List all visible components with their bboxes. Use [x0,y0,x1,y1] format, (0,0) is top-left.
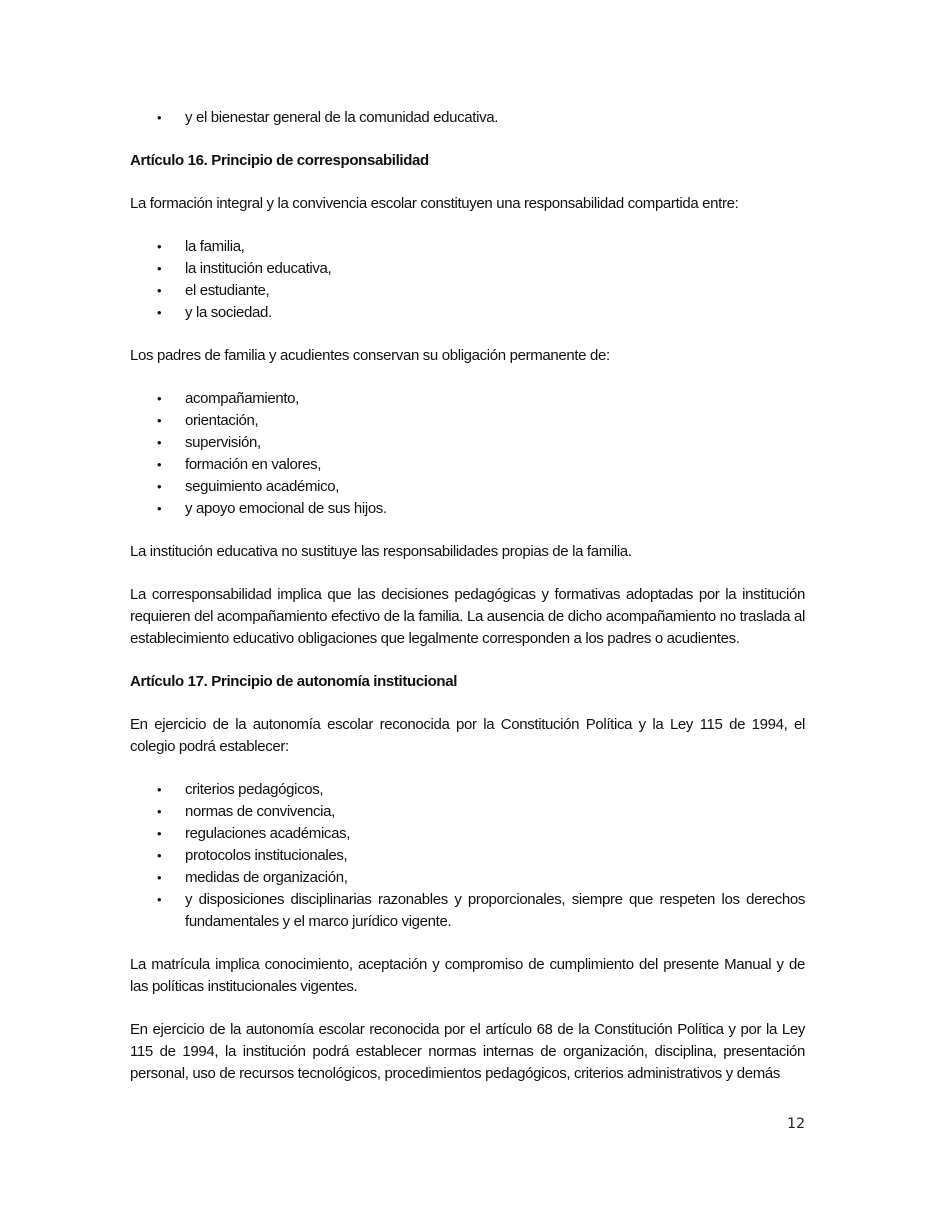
list-item-text: formación en valores, [185,456,322,473]
list-item-text: acompañamiento, [185,390,299,407]
list-item-text: medidas de organización, [185,869,348,886]
bullet-icon: • [157,261,162,276]
list-item-text: la institución educativa, [185,260,332,277]
bullet-icon: • [157,501,162,516]
list-item [130,801,805,823]
bullet-icon: • [157,848,162,863]
paragraph: Los padres de familia y acudientes conservan su obligación permanente de: [130,347,610,364]
list-item [130,779,805,801]
list-item [130,845,805,867]
paragraph: En ejercicio de la autonomía escolar reconocida por la Constitución Política y la Ley 115 de 1994, el colegio podrá establecer: [130,716,805,755]
bullet-icon: • [157,457,162,472]
document-page [130,107,805,1106]
list-item [130,107,805,129]
list-item [130,432,805,454]
list-item [130,498,805,520]
list-item-text: normas de convivencia, [185,803,335,820]
list-item-text: y la sociedad. [185,304,272,321]
bullet-icon: • [157,782,162,797]
list-item-text: y apoyo emocional de sus hijos. [185,500,387,517]
bullet-icon: • [157,413,162,428]
list-item-text: y disposiciones disciplinarias razonables y proporcionales, siempre que respeten los derechos fundamentales y el marco jurídico vigente. [185,891,805,930]
list-item-text: y el bienestar general de la comunidad educativa. [185,109,499,126]
bullet-list [130,236,805,324]
bullet-list [130,388,805,520]
bullet-icon: • [157,479,162,494]
list-item-text: protocolos institucionales, [185,847,348,864]
list-item-text: el estudiante, [185,282,270,299]
list-item [130,302,805,324]
list-item [130,454,805,476]
paragraph: La corresponsabilidad implica que las decisiones pedagógicas y formativas adoptadas por la institución requieren del acompañamiento efectivo de la familia. La ausencia de dicho acompañamiento no traslada al establecimiento educativo obligaciones que legalmente corresponden a los padres o acudientes. [130,586,805,647]
bullet-icon: • [157,826,162,841]
bullet-icon: • [157,804,162,819]
bullet-icon: • [157,391,162,406]
bullet-icon: • [157,892,162,907]
list-item [130,823,805,845]
list-item-text: supervisión, [185,434,261,451]
list-item-text: orientación, [185,412,259,429]
bullet-icon: • [157,870,162,885]
bullet-icon: • [157,435,162,450]
bullet-icon: • [157,283,162,298]
bullet-list [130,107,805,129]
paragraph: En ejercicio de la autonomía escolar reconocida por el artículo 68 de la Constitución Política y por la Ley 115 de 1994, la institución podrá establecer normas internas de organización, disciplina, presentación personal, uso de recursos tecnológicos, procedimientos pedagógicos, criterios administrativos y demás [130,1021,805,1082]
list-item-text: criterios pedagógicos, [185,781,324,798]
bullet-icon: • [157,110,162,125]
article-heading: Artículo 16. Principio de corresponsabilidad [130,152,429,169]
article-heading: Artículo 17. Principio de autonomía institucional [130,673,458,690]
list-item [130,410,805,432]
paragraph: La formación integral y la convivencia escolar constituyen una responsabilidad compartida entre: [130,195,739,212]
list-item [130,280,805,302]
list-item-text: regulaciones académicas, [185,825,351,842]
list-item [130,236,805,258]
bullet-list [130,779,805,933]
list-item [130,388,805,410]
list-item [130,258,805,280]
list-item [130,476,805,498]
paragraph: La matrícula implica conocimiento, aceptación y compromiso de cumplimiento del presente Manual y de las políticas institucionales vigentes. [130,956,805,995]
list-item [130,889,805,933]
page-number: 12 [787,1116,805,1132]
list-item [130,867,805,889]
list-item-text: seguimiento académico, [185,478,340,495]
bullet-icon: • [157,305,162,320]
list-item-text: la familia, [185,238,245,255]
paragraph: La institución educativa no sustituye las responsabilidades propias de la familia. [130,543,632,560]
bullet-icon: • [157,239,162,254]
